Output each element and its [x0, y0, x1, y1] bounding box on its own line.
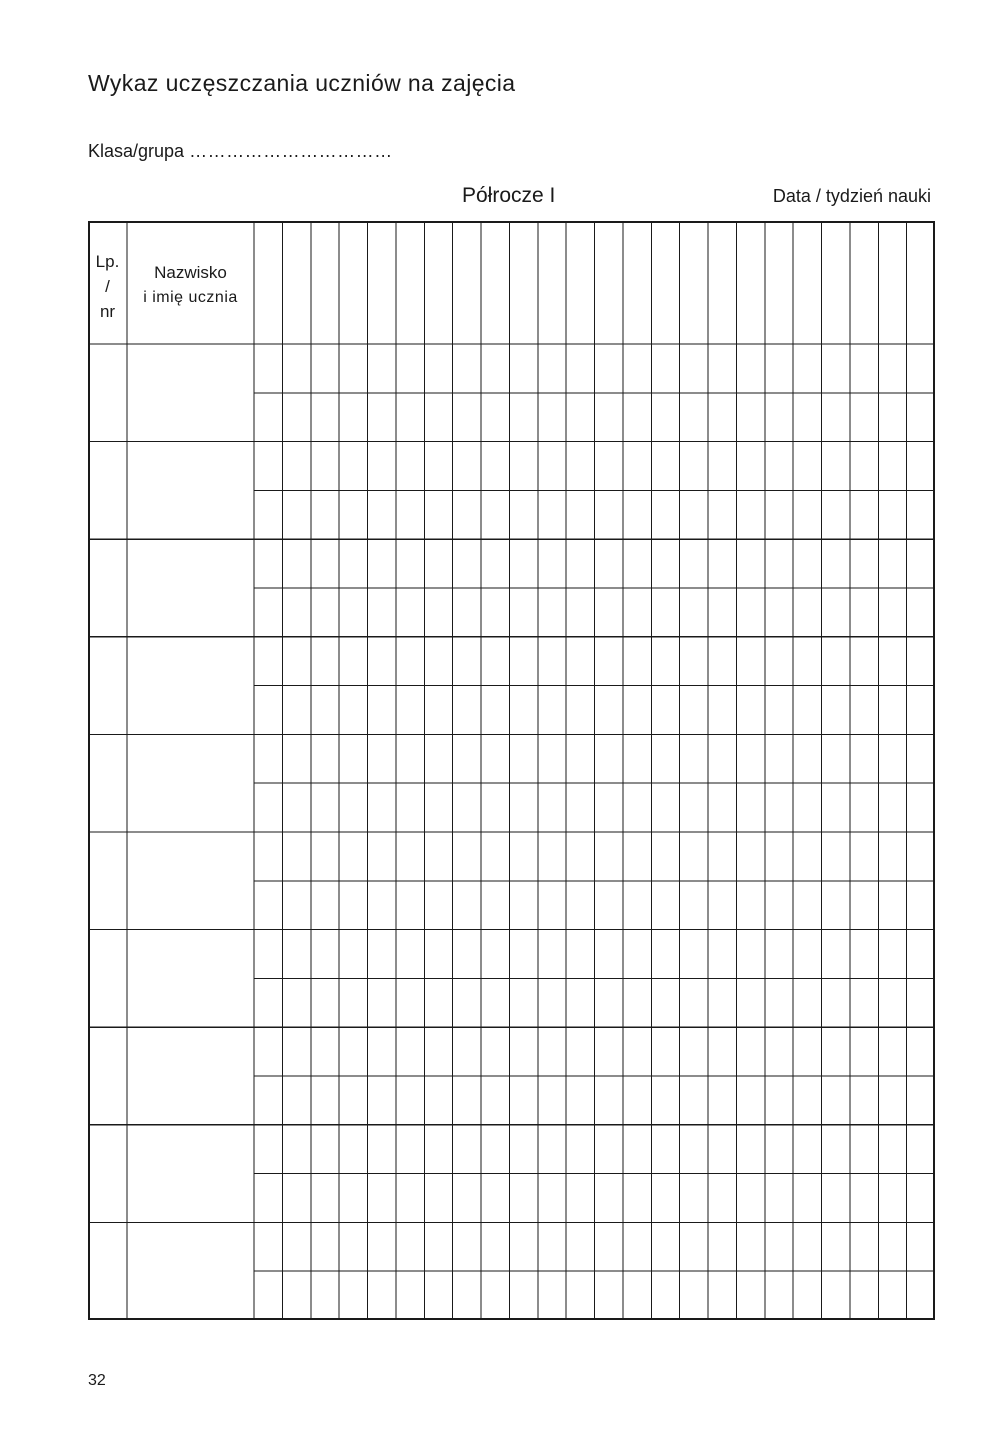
- class-dots: ……………………………: [189, 141, 393, 161]
- date-week-label: Data / tydzień nauki: [772, 186, 931, 206]
- header-name-line-1: Nazwisko: [154, 263, 227, 282]
- attendance-grid-lines: [88, 221, 935, 1320]
- header-lp-line-1: Lp.: [95, 252, 120, 271]
- page-number: 32: [88, 1372, 106, 1389]
- header-student-name: [127, 260, 254, 310]
- table-border: [89, 222, 934, 1319]
- semester-label: Półrocze I: [462, 184, 556, 207]
- header-name-line-2: i imię ucznia: [143, 289, 238, 306]
- attendance-table: [88, 221, 935, 1320]
- header-lp-line-2: /: [105, 277, 110, 296]
- header-lp-line-3: nr: [99, 302, 116, 321]
- class-line: [88, 141, 393, 162]
- page-title: Wykaz uczęszczania uczniów na zajęcia: [88, 70, 516, 96]
- class-label: Klasa/grupa: [88, 141, 185, 161]
- header-lp: [88, 249, 127, 324]
